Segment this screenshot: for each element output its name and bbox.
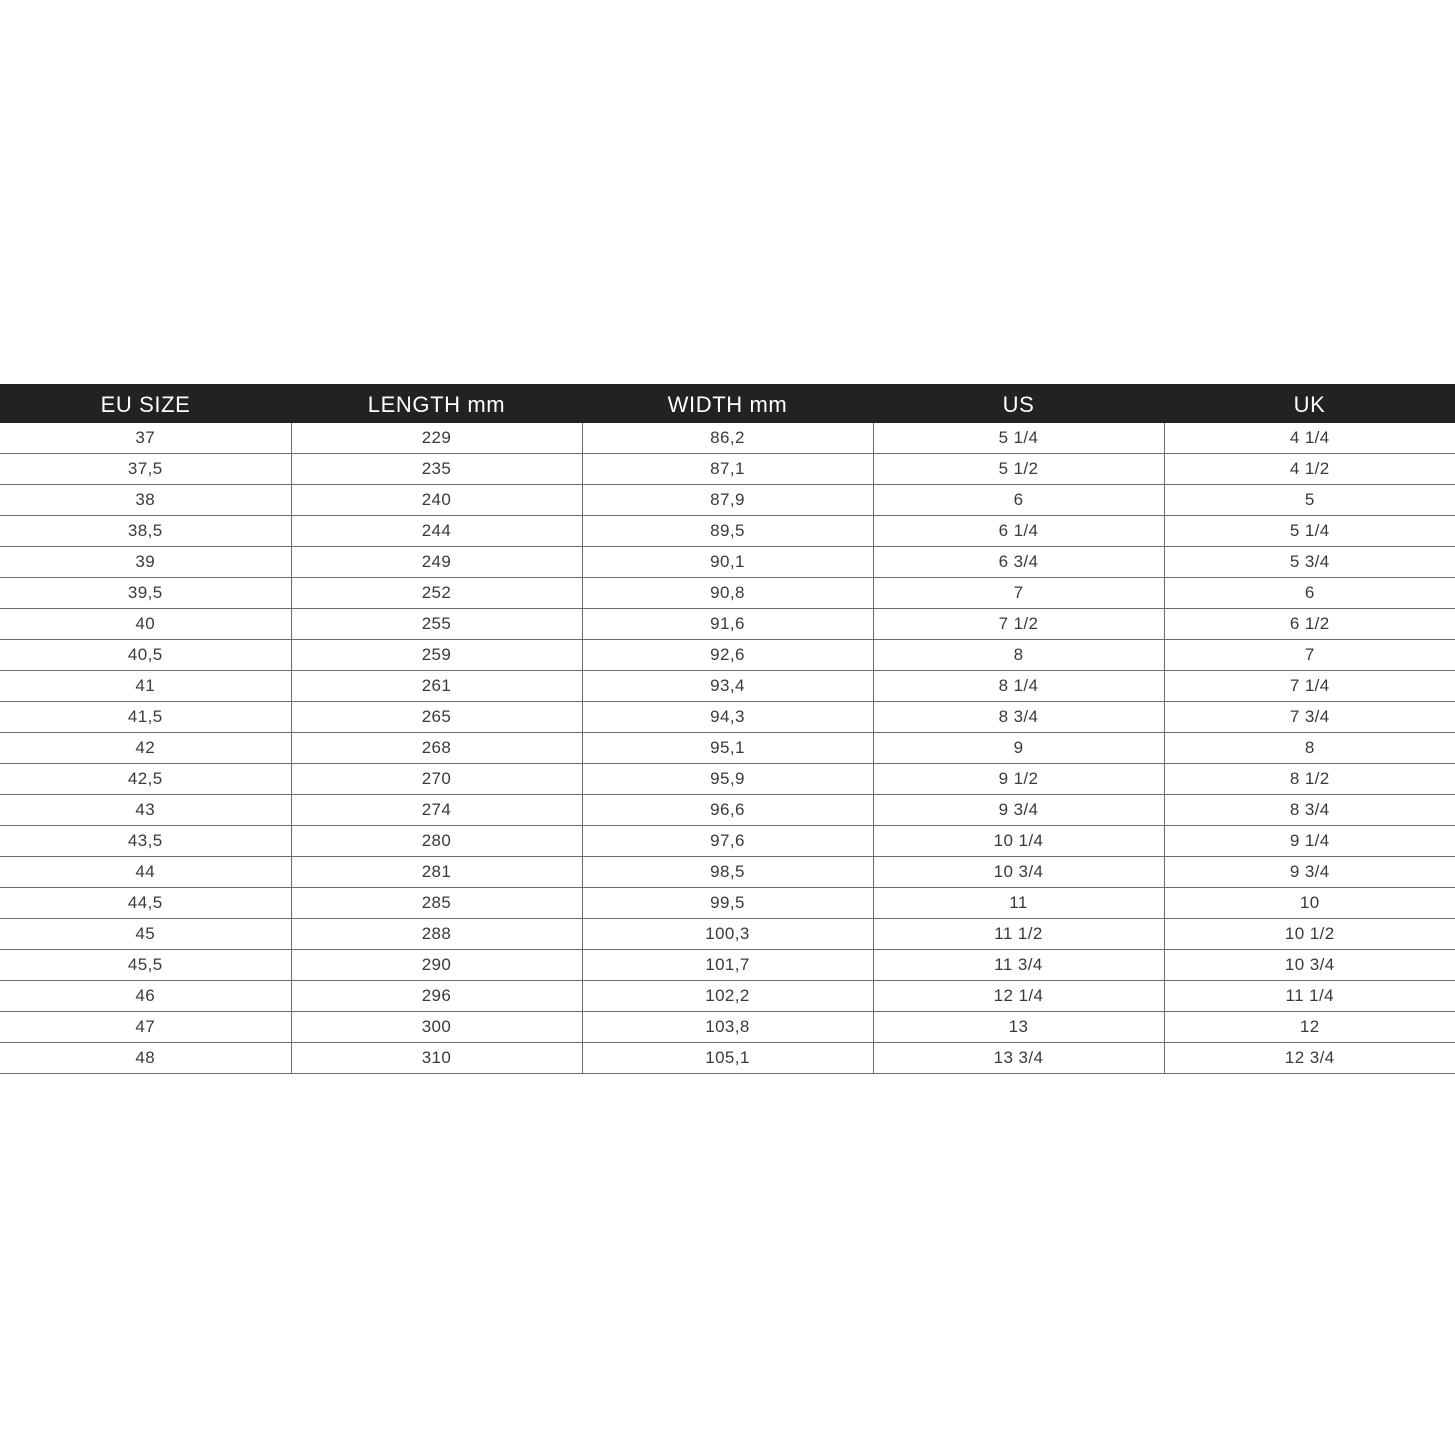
uk-size-cell: 5: [1164, 485, 1455, 516]
width-cell: 98,5: [582, 857, 873, 888]
table-row: [0, 578, 1455, 609]
length-cell: 270: [291, 764, 582, 795]
us-size-cell: 7: [873, 578, 1164, 609]
width-cell: 89,5: [582, 516, 873, 547]
width-cell: 93,4: [582, 671, 873, 702]
length-cell: 300: [291, 1012, 582, 1043]
us-size-cell: 10 3/4: [873, 857, 1164, 888]
eu-size-cell: 38,5: [0, 516, 291, 547]
uk-size-cell: 10 3/4: [1164, 950, 1455, 981]
table-row: [0, 454, 1455, 485]
width-cell: 105,1: [582, 1043, 873, 1074]
width-cell: 92,6: [582, 640, 873, 671]
us-size-cell: 5 1/4: [873, 423, 1164, 454]
eu-size-cell: 41: [0, 671, 291, 702]
length-cell: 296: [291, 981, 582, 1012]
eu-size-cell: 47: [0, 1012, 291, 1043]
width-cell: 90,1: [582, 547, 873, 578]
width-cell: 95,9: [582, 764, 873, 795]
eu-size-cell: 42,5: [0, 764, 291, 795]
table-row: [0, 609, 1455, 640]
eu-size-cell: 45: [0, 919, 291, 950]
width-cell: 100,3: [582, 919, 873, 950]
us-size-cell: 13 3/4: [873, 1043, 1164, 1074]
length-cell: 229: [291, 423, 582, 454]
eu-size-cell: 48: [0, 1043, 291, 1074]
column-header-us: US: [873, 384, 1164, 423]
length-cell: 240: [291, 485, 582, 516]
column-header-uk: UK: [1164, 384, 1455, 423]
uk-size-cell: 5 1/4: [1164, 516, 1455, 547]
eu-size-cell: 37: [0, 423, 291, 454]
uk-size-cell: 7 3/4: [1164, 702, 1455, 733]
us-size-cell: 7 1/2: [873, 609, 1164, 640]
table-row: [0, 1043, 1455, 1074]
size-table: [0, 384, 1455, 1074]
us-size-cell: 9 3/4: [873, 795, 1164, 826]
length-cell: 288: [291, 919, 582, 950]
eu-size-cell: 38: [0, 485, 291, 516]
table-row: [0, 702, 1455, 733]
table-row: [0, 516, 1455, 547]
us-size-cell: 11 3/4: [873, 950, 1164, 981]
eu-size-cell: 43,5: [0, 826, 291, 857]
us-size-cell: 6: [873, 485, 1164, 516]
width-cell: 94,3: [582, 702, 873, 733]
table-row: [0, 547, 1455, 578]
column-header-width: WIDTH mm: [582, 384, 873, 423]
us-size-cell: 9 1/2: [873, 764, 1164, 795]
us-size-cell: 12 1/4: [873, 981, 1164, 1012]
eu-size-cell: 42: [0, 733, 291, 764]
uk-size-cell: 10: [1164, 888, 1455, 919]
table-row: [0, 1012, 1455, 1043]
table-row: [0, 857, 1455, 888]
eu-size-cell: 40: [0, 609, 291, 640]
width-cell: 91,6: [582, 609, 873, 640]
us-size-cell: 5 1/2: [873, 454, 1164, 485]
width-cell: 97,6: [582, 826, 873, 857]
us-size-cell: 11: [873, 888, 1164, 919]
table-row: [0, 950, 1455, 981]
length-cell: 281: [291, 857, 582, 888]
eu-size-cell: 37,5: [0, 454, 291, 485]
uk-size-cell: 8: [1164, 733, 1455, 764]
uk-size-cell: 10 1/2: [1164, 919, 1455, 950]
width-cell: 90,8: [582, 578, 873, 609]
length-cell: 259: [291, 640, 582, 671]
us-size-cell: 6 1/4: [873, 516, 1164, 547]
us-size-cell: 11 1/2: [873, 919, 1164, 950]
width-cell: 102,2: [582, 981, 873, 1012]
uk-size-cell: 8 3/4: [1164, 795, 1455, 826]
size-chart: [0, 384, 1455, 1074]
eu-size-cell: 40,5: [0, 640, 291, 671]
eu-size-cell: 43: [0, 795, 291, 826]
length-cell: 265: [291, 702, 582, 733]
length-cell: 274: [291, 795, 582, 826]
uk-size-cell: 7 1/4: [1164, 671, 1455, 702]
table-row: [0, 888, 1455, 919]
table-row: [0, 826, 1455, 857]
length-cell: 235: [291, 454, 582, 485]
eu-size-cell: 39: [0, 547, 291, 578]
us-size-cell: 6 3/4: [873, 547, 1164, 578]
length-cell: 268: [291, 733, 582, 764]
column-header-eu-size: EU SIZE: [0, 384, 291, 423]
uk-size-cell: 8 1/2: [1164, 764, 1455, 795]
length-cell: 290: [291, 950, 582, 981]
eu-size-cell: 45,5: [0, 950, 291, 981]
table-header: [0, 384, 1455, 423]
width-cell: 87,1: [582, 454, 873, 485]
eu-size-cell: 44: [0, 857, 291, 888]
length-cell: 252: [291, 578, 582, 609]
eu-size-cell: 46: [0, 981, 291, 1012]
length-cell: 244: [291, 516, 582, 547]
header-row: [0, 384, 1455, 423]
uk-size-cell: 4 1/2: [1164, 454, 1455, 485]
width-cell: 96,6: [582, 795, 873, 826]
uk-size-cell: 9 3/4: [1164, 857, 1455, 888]
uk-size-cell: 12 3/4: [1164, 1043, 1455, 1074]
uk-size-cell: 4 1/4: [1164, 423, 1455, 454]
table-row: [0, 423, 1455, 454]
eu-size-cell: 41,5: [0, 702, 291, 733]
table-row: [0, 919, 1455, 950]
uk-size-cell: 12: [1164, 1012, 1455, 1043]
us-size-cell: 8 1/4: [873, 671, 1164, 702]
uk-size-cell: 5 3/4: [1164, 547, 1455, 578]
length-cell: 255: [291, 609, 582, 640]
table-row: [0, 981, 1455, 1012]
table-row: [0, 671, 1455, 702]
table-row: [0, 640, 1455, 671]
us-size-cell: 8 3/4: [873, 702, 1164, 733]
table-row: [0, 485, 1455, 516]
uk-size-cell: 11 1/4: [1164, 981, 1455, 1012]
length-cell: 310: [291, 1043, 582, 1074]
width-cell: 95,1: [582, 733, 873, 764]
length-cell: 280: [291, 826, 582, 857]
eu-size-cell: 39,5: [0, 578, 291, 609]
eu-size-cell: 44,5: [0, 888, 291, 919]
table-row: [0, 795, 1455, 826]
uk-size-cell: 6: [1164, 578, 1455, 609]
table-row: [0, 733, 1455, 764]
table-body: [0, 423, 1455, 1074]
table-row: [0, 764, 1455, 795]
width-cell: 103,8: [582, 1012, 873, 1043]
length-cell: 249: [291, 547, 582, 578]
us-size-cell: 8: [873, 640, 1164, 671]
column-header-length: LENGTH mm: [291, 384, 582, 423]
uk-size-cell: 7: [1164, 640, 1455, 671]
uk-size-cell: 6 1/2: [1164, 609, 1455, 640]
us-size-cell: 13: [873, 1012, 1164, 1043]
us-size-cell: 9: [873, 733, 1164, 764]
length-cell: 285: [291, 888, 582, 919]
width-cell: 101,7: [582, 950, 873, 981]
width-cell: 99,5: [582, 888, 873, 919]
length-cell: 261: [291, 671, 582, 702]
us-size-cell: 10 1/4: [873, 826, 1164, 857]
width-cell: 86,2: [582, 423, 873, 454]
uk-size-cell: 9 1/4: [1164, 826, 1455, 857]
width-cell: 87,9: [582, 485, 873, 516]
